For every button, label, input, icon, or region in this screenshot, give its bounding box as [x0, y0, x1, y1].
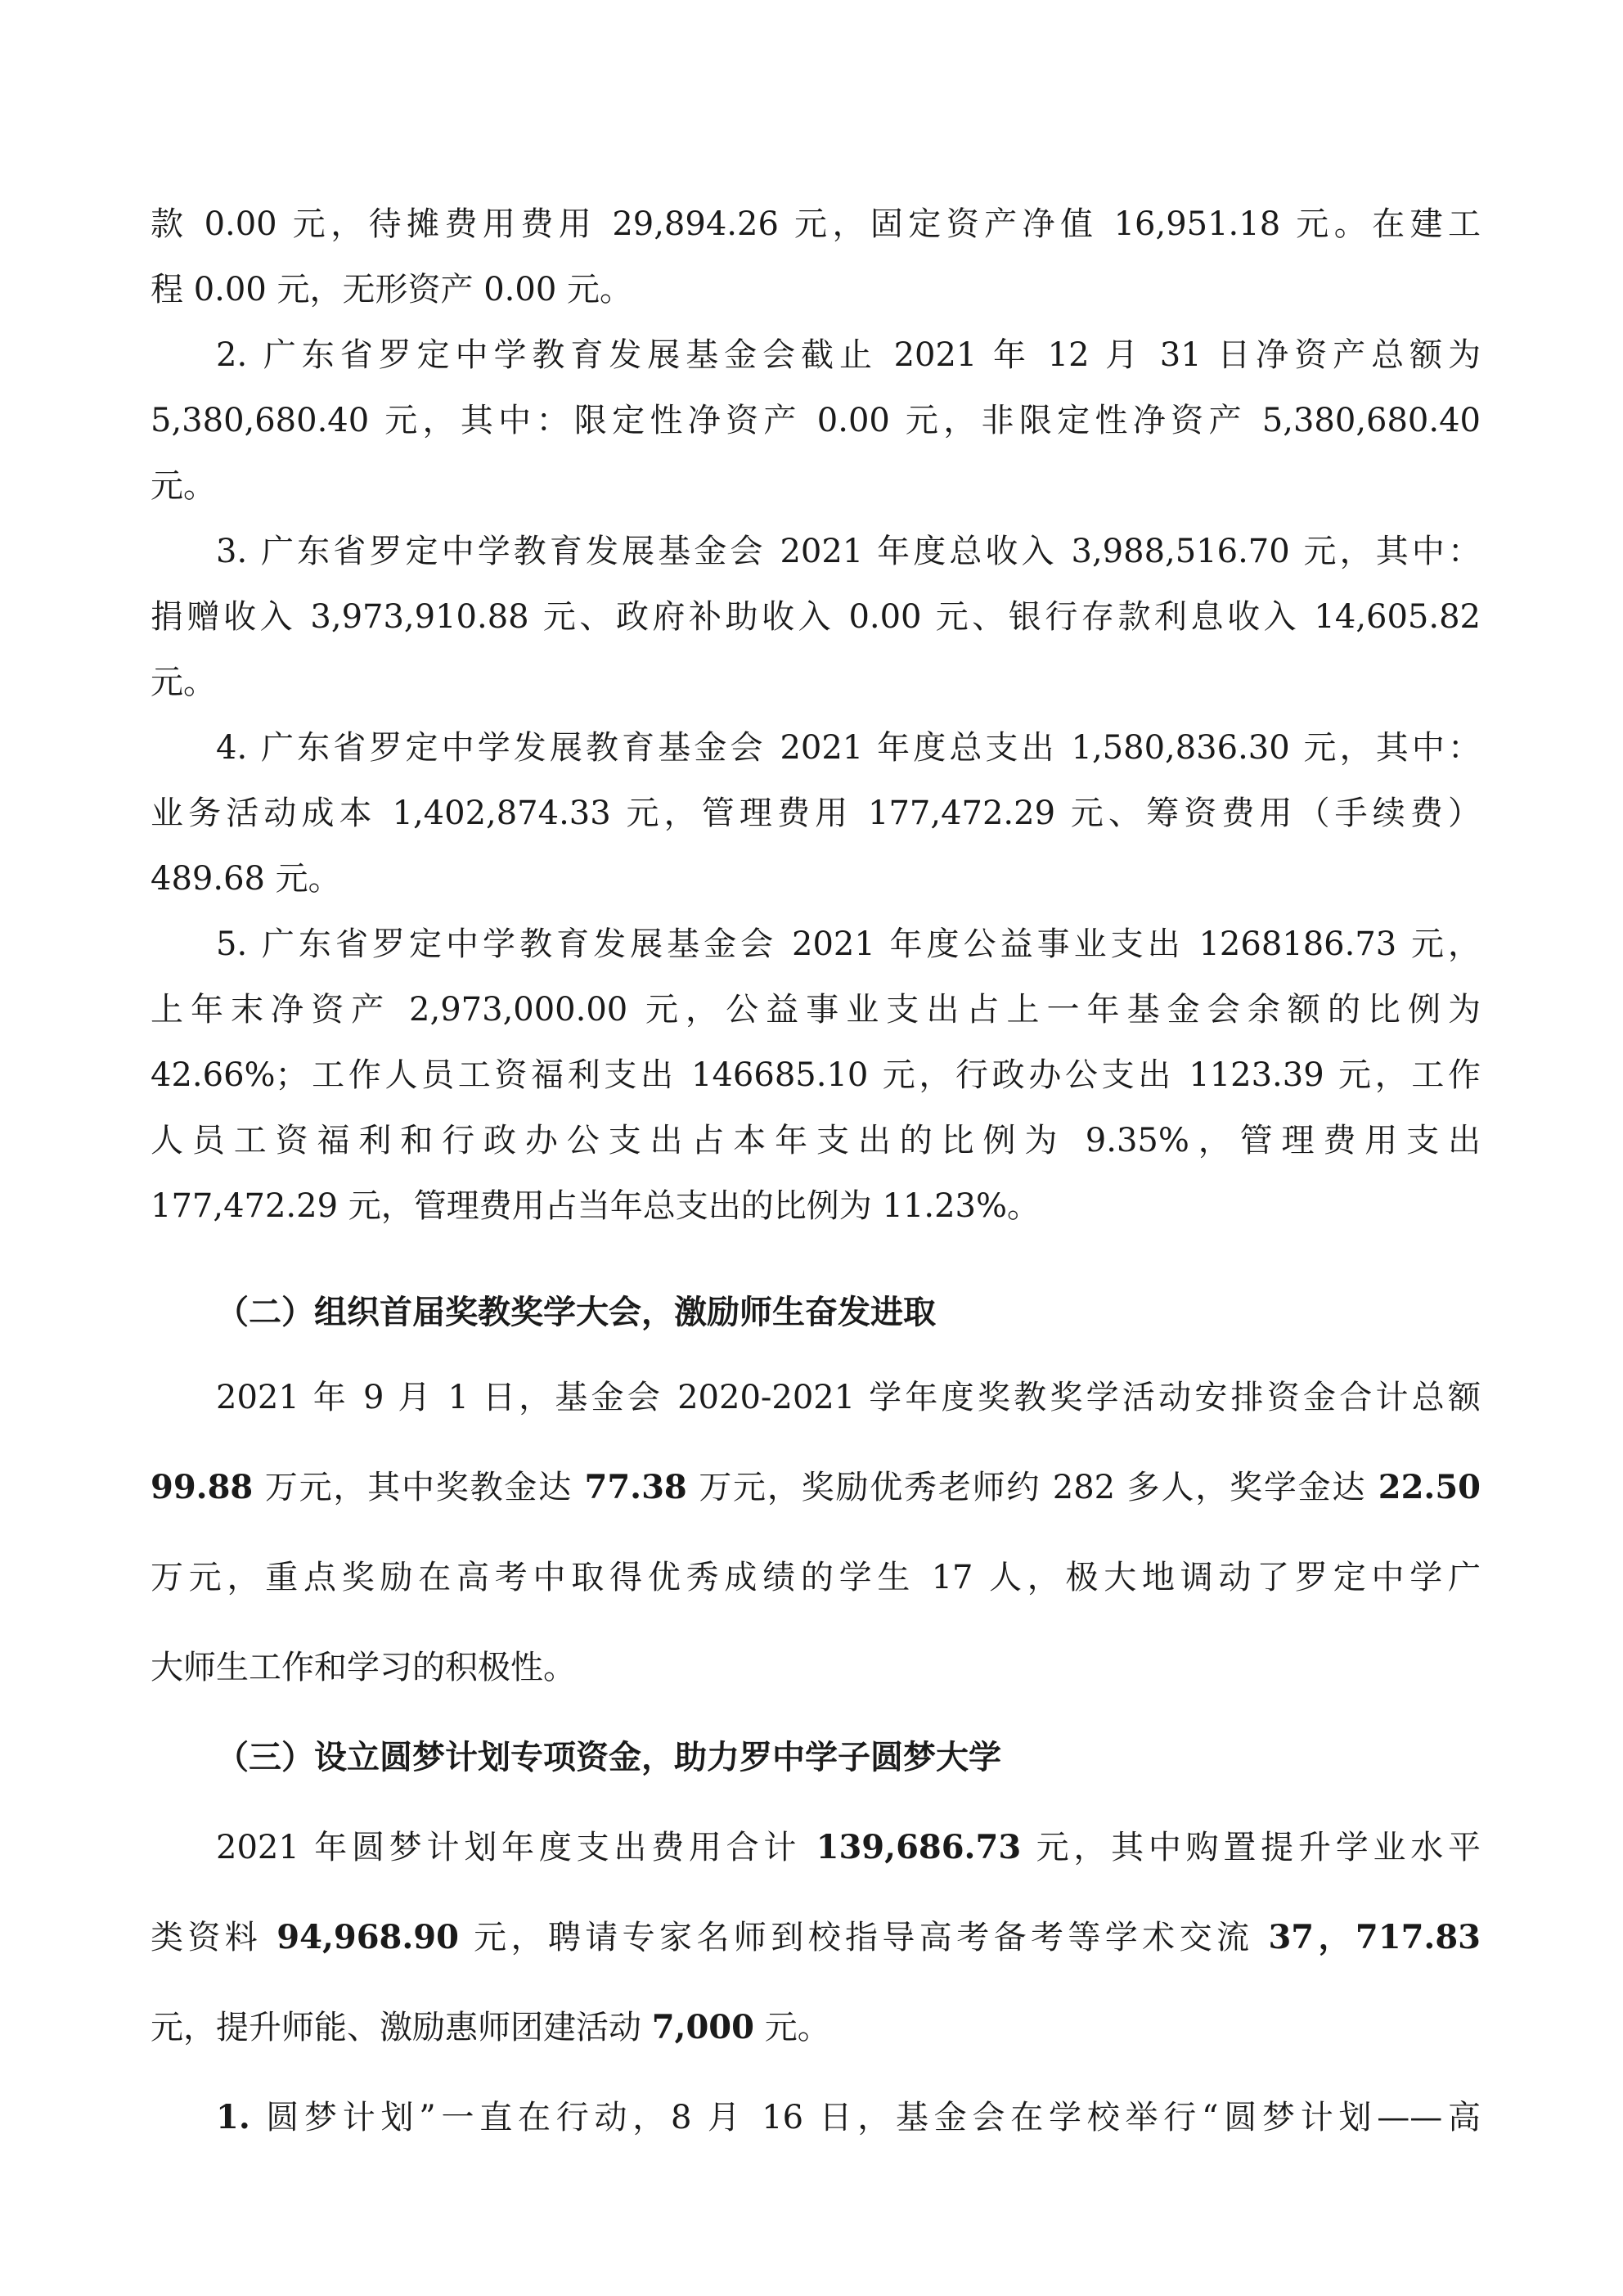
paragraph-line: 业务活动成本 1,402,874.33 元，管理费用 177,472.29 元、筹资费用（手续费） — [151, 795, 1481, 832]
section-heading: （二）组织首届奖教奖学大会，激励师生奋发进取 — [216, 1294, 936, 1331]
amount-annual-total: 139,686.73 — [816, 1828, 1022, 1866]
amount-scholarship: 22.50 — [1378, 1468, 1481, 1506]
paragraph-line: 5. 广东省罗定中学教育发展基金会 2021 年度公益事业支出 1268186.73 元， — [216, 925, 1481, 963]
list-number: 1. — [216, 2098, 250, 2136]
paragraph-line: 万元，重点奖励在高考中取得优秀成绩的学生 17 人，极大地调动了罗定中学广 — [151, 1559, 1481, 1596]
paragraph-line: 99.88 万元，其中奖教金达 77.38 万元，奖励优秀老师约 282 多人，奖学金达 22.50 — [151, 1468, 1481, 1506]
paragraph-line: 177,472.29 元，管理费用占当年总支出的比例为 11.23%。 — [151, 1187, 1040, 1225]
paragraph-line: 大师生工作和学习的积极性。 — [151, 1649, 576, 1686]
paragraph-line: 元。 — [151, 664, 216, 701]
paragraph-line: 489.68 元。 — [151, 860, 341, 898]
paragraph-line: 人员工资福利和行政办公支出占本年支出的比例为 9.35%，管理费用支出 — [151, 1122, 1481, 1159]
paragraph-line: 元，提升师能、激励惠师团建活动 7,000 元。 — [151, 2008, 830, 2046]
section-heading: （三）设立圆梦计划专项资金，助力罗中学子圆梦大学 — [216, 1739, 1001, 1776]
paragraph-line: 2. 广东省罗定中学教育发展基金会截止 2021 年 12 月 31 日净资产总额为 — [216, 336, 1481, 374]
paragraph-line: 款 0.00 元，待摊费用费用 29,894.26 元，固定资产净值 16,951.18 元。在建工 — [151, 205, 1481, 243]
amount-total: 99.88 — [151, 1468, 254, 1506]
paragraph-line: 3. 广东省罗定中学教育发展基金会 2021 年度总收入 3,988,516.70 元，其中： — [216, 533, 1481, 570]
paragraph-line: 类资料 94,968.90 元，聘请专家名师到校指导高考备考等学术交流 37，717.83 — [151, 1918, 1481, 1956]
paragraph-line: 1. 圆梦计划”一直在行动，8 月 16 日，基金会在学校举行“圆梦计划——高 — [216, 2098, 1481, 2136]
paragraph-line: 元。 — [151, 467, 216, 505]
paragraph-line: 4. 广东省罗定中学发展教育基金会 2021 年度总支出 1,580,836.30 元，其中： — [216, 729, 1481, 767]
amount-academic-exchange: 37，717.83 — [1268, 1918, 1481, 1956]
paragraph-line: 5,380,680.40 元，其中：限定性净资产 0.00 元，非限定性净资产 5,380,680.40 — [151, 402, 1481, 439]
amount-teambuilding: 7,000 — [651, 2008, 754, 2046]
paragraph-line: 2021 年 9 月 1 日，基金会 2020-2021 学年度奖教奖学活动安排资金合计总额 — [216, 1379, 1481, 1416]
paragraph-line: 上年末净资产 2,973,000.00 元，公益事业支出占上一年基金会余额的比例为 — [151, 991, 1481, 1029]
paragraph-line: 2021 年圆梦计划年度支出费用合计 139,686.73 元，其中购置提升学业水平 — [216, 1828, 1481, 1866]
amount-materials: 94,968.90 — [276, 1918, 459, 1956]
paragraph-line: 42.66%；工作人员工资福利支出 146685.10 元，行政办公支出 1123.39 元，工作 — [151, 1056, 1481, 1094]
paragraph-line: 捐赠收入 3,973,910.88 元、政府补助收入 0.00 元、银行存款利息收入 14,605.82 — [151, 598, 1481, 636]
amount-teacher-award: 77.38 — [584, 1468, 687, 1506]
paragraph-line: 程 0.00 元，无形资产 0.00 元。 — [151, 271, 632, 308]
